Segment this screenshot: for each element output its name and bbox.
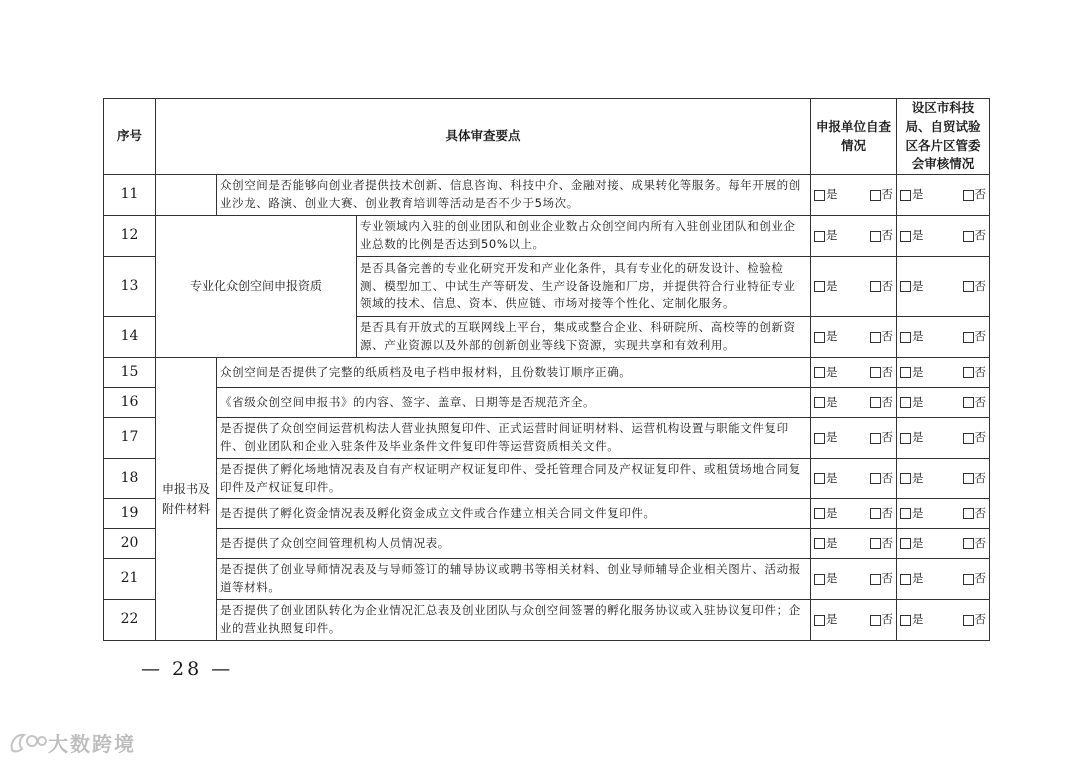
checkbox-label: 否	[881, 394, 894, 409]
checkbox-icon	[870, 615, 881, 626]
self-check-cell	[811, 388, 897, 418]
self-check-cell	[811, 600, 897, 641]
checkbox-no[interactable]	[963, 470, 987, 488]
review-check-cell	[897, 216, 990, 257]
checkbox-label: 是	[826, 470, 838, 485]
checkbox-icon	[814, 231, 825, 242]
checkbox-no[interactable]	[963, 394, 987, 412]
checkbox-no[interactable]	[963, 364, 987, 382]
checkbox-icon	[963, 332, 974, 343]
checkbox-icon	[900, 281, 911, 292]
header-seq: 序号	[104, 99, 156, 175]
checkbox-yes[interactable]	[814, 505, 838, 523]
checkbox-label: 是	[912, 364, 924, 379]
row-number: 14	[104, 317, 156, 358]
checkbox-label: 是	[912, 571, 924, 586]
checkbox-no[interactable]	[870, 505, 894, 523]
checkbox-icon	[814, 508, 825, 519]
checkbox-yes[interactable]	[900, 505, 924, 523]
checkbox-yes[interactable]	[900, 227, 924, 245]
review-check-cell	[897, 499, 990, 529]
category-specialized: 专业化众创空间申报资质	[156, 216, 357, 358]
self-check-cell	[811, 358, 897, 388]
checkbox-icon	[870, 281, 881, 292]
review-check-cell	[897, 388, 990, 418]
checkbox-label: 否	[974, 505, 987, 520]
checkbox-yes[interactable]	[814, 535, 838, 553]
checkbox-yes[interactable]	[900, 611, 924, 629]
checkbox-label: 是	[912, 228, 924, 243]
checkbox-no[interactable]	[870, 470, 894, 488]
review-check-cell	[897, 418, 990, 459]
row-text: 是否具备完善的专业化研究开发和产业化条件，具有专业化的研发设计、检验检测、模型加工、中试生产等研发、生产设备设施和厂房，并提供符合行业特征专业领域的技术、信息、资本、供应链、市场对接等个性化、定制化服务。	[357, 257, 811, 317]
checkbox-label: 否	[974, 535, 987, 550]
row-text: 是否提供了众创空间管理机构人员情况表。	[217, 529, 811, 559]
checkbox-yes[interactable]	[900, 535, 924, 553]
checkbox-yes[interactable]	[900, 328, 924, 346]
row-text: 是否提供了创业团队转化为企业情况汇总表及创业团队与众创空间签署的孵化服务协议或入驻协议复印件；企业的营业执照复印件。	[217, 600, 811, 641]
checkbox-icon	[900, 190, 911, 201]
checkbox-label: 是	[826, 187, 838, 202]
checkbox-label: 否	[881, 364, 894, 379]
checkbox-icon	[963, 231, 974, 242]
checkbox-icon	[900, 538, 911, 549]
review-check-cell	[897, 559, 990, 600]
checkbox-icon	[900, 332, 911, 343]
checkbox-label: 否	[974, 612, 987, 627]
review-check-cell	[897, 175, 990, 216]
checkbox-icon	[814, 190, 825, 201]
review-check-cell	[897, 459, 990, 499]
checkbox-label: 否	[974, 187, 987, 202]
row-number: 12	[104, 216, 156, 257]
category-cell-empty	[156, 175, 217, 216]
row-text: 是否具有开放式的互联网线上平台，集成或整合企业、科研院所、高校等的创新资源、产业资源以及外部的创新创业等线下资源，实现共享和有效利用。	[357, 317, 811, 358]
row-text: 是否提供了孵化资金情况表及孵化资金成立文件或合作建立相关合同文件复印件。	[217, 499, 811, 529]
self-check-cell	[811, 418, 897, 459]
table-row	[104, 459, 990, 499]
self-check-cell	[811, 175, 897, 216]
row-text: 专业领域内入驻的创业团队和创业企业数占众创空间内所有入驻创业团队和创业企业总数的比例是否达到50%以上。	[357, 216, 811, 257]
page-number: — 28 —	[141, 658, 234, 680]
checkbox-no[interactable]	[870, 227, 894, 245]
checkbox-yes[interactable]	[900, 429, 924, 447]
checkbox-icon	[900, 367, 911, 378]
row-number: 17	[104, 418, 156, 459]
checkbox-yes[interactable]	[900, 394, 924, 412]
checkbox-icon	[900, 574, 911, 585]
checkbox-icon	[900, 397, 911, 408]
checkbox-icon	[870, 473, 881, 484]
checkbox-icon	[814, 538, 825, 549]
checkbox-yes[interactable]	[900, 364, 924, 382]
row-text: 众创空间是否提供了完整的纸质档及电子档申报材料，且份数装订顺序正确。	[217, 358, 811, 388]
checkbox-icon	[814, 281, 825, 292]
checkbox-icon	[814, 473, 825, 484]
checkbox-icon	[870, 332, 881, 343]
checkbox-icon	[963, 397, 974, 408]
row-number: 21	[104, 559, 156, 600]
checkbox-no[interactable]	[963, 611, 987, 629]
review-check-cell	[897, 600, 990, 641]
review-check-cell	[897, 358, 990, 388]
checkbox-yes[interactable]	[900, 570, 924, 588]
checkbox-no[interactable]	[870, 611, 894, 629]
row-number: 13	[104, 257, 156, 317]
checkbox-no[interactable]	[963, 570, 987, 588]
checkbox-no[interactable]	[870, 186, 894, 204]
checkbox-label: 否	[881, 278, 894, 293]
checkbox-yes[interactable]	[814, 278, 838, 296]
category-materials: 申报书及附件材料	[156, 358, 217, 641]
checkbox-icon	[900, 231, 911, 242]
row-number: 20	[104, 529, 156, 559]
checkbox-icon	[814, 433, 825, 444]
row-number: 15	[104, 358, 156, 388]
checkbox-icon	[963, 615, 974, 626]
checkbox-icon	[870, 538, 881, 549]
self-check-cell	[811, 459, 897, 499]
checkbox-label: 是	[912, 278, 924, 293]
checkbox-no[interactable]	[963, 328, 987, 346]
checkbox-label: 否	[881, 470, 894, 485]
checkbox-no[interactable]	[963, 429, 987, 447]
self-check-cell	[811, 499, 897, 529]
checkbox-label: 是	[826, 364, 838, 379]
checkbox-label: 否	[881, 535, 894, 550]
checkbox-icon	[900, 508, 911, 519]
checkbox-label: 是	[826, 505, 838, 520]
checkbox-label: 是	[826, 278, 838, 293]
checkbox-no[interactable]	[963, 505, 987, 523]
row-text: 是否提供了孵化场地情况表及自有产权证明产权证复印件、受托管理合同及产权证复印件、或租赁场地合同复印件及产权证复印件。	[217, 459, 811, 499]
checkbox-label: 是	[912, 505, 924, 520]
checkbox-label: 否	[881, 571, 894, 586]
checkbox-no[interactable]	[963, 278, 987, 296]
self-check-cell	[811, 317, 897, 358]
checkbox-label: 否	[881, 612, 894, 627]
checkbox-yes[interactable]	[900, 186, 924, 204]
table-row	[104, 600, 990, 641]
checkbox-icon	[814, 574, 825, 585]
table-row	[104, 559, 990, 600]
checkbox-yes[interactable]	[814, 394, 838, 412]
self-check-cell	[811, 529, 897, 559]
checkbox-label: 否	[974, 394, 987, 409]
checkbox-label: 是	[912, 612, 924, 627]
checkbox-label: 否	[974, 278, 987, 293]
row-number: 11	[104, 175, 156, 216]
checkbox-yes[interactable]	[900, 278, 924, 296]
checkbox-label: 否	[881, 430, 894, 445]
header-item: 具体审查要点	[156, 99, 811, 175]
checkbox-yes[interactable]	[814, 186, 838, 204]
checkbox-label: 否	[881, 228, 894, 243]
checkbox-icon	[870, 231, 881, 242]
checkbox-label: 是	[912, 430, 924, 445]
checkbox-yes[interactable]	[814, 611, 838, 629]
checkbox-yes[interactable]	[814, 429, 838, 447]
checkbox-no[interactable]	[870, 429, 894, 447]
checkbox-no[interactable]	[870, 570, 894, 588]
row-text: 《省级众创空间申报书》的内容、签字、盖章、日期等是否规范齐全。	[217, 388, 811, 418]
checkbox-icon	[814, 397, 825, 408]
checkbox-yes[interactable]	[814, 470, 838, 488]
checkbox-label: 否	[881, 187, 894, 202]
table-row	[104, 529, 990, 559]
table-row	[104, 216, 990, 257]
row-text: 是否提供了众创空间运营机构法人营业执照复印件、正式运营时间证明材料、运营机构设置与职能文件复印件、创业团队和企业入驻条件及毕业条件文件复印件等运营资质相关文件。	[217, 418, 811, 459]
row-text: 是否提供了创业导师情况表及与导师签订的辅导协议或聘书等相关材料、创业导师辅导企业相关图片、活动报道等材料。	[217, 559, 811, 600]
checkbox-icon	[870, 574, 881, 585]
checkbox-icon	[814, 615, 825, 626]
row-number: 18	[104, 459, 156, 499]
checkbox-no[interactable]	[963, 227, 987, 245]
row-number: 16	[104, 388, 156, 418]
checkbox-icon	[963, 281, 974, 292]
checkbox-icon	[814, 367, 825, 378]
row-text: 众创空间是否能够向创业者提供技术创新、信息咨询、科技中介、金融对接、成果转化等服务。每年开展的创业沙龙、路演、创业大赛、创业教育培训等活动是否不少于5场次。	[217, 175, 811, 216]
checkbox-icon	[900, 615, 911, 626]
watermark-logo-icon	[8, 730, 48, 756]
row-number: 22	[104, 600, 156, 641]
checkbox-label: 否	[881, 505, 894, 520]
checkbox-no[interactable]	[963, 186, 987, 204]
row-number: 19	[104, 499, 156, 529]
checkbox-label: 是	[826, 329, 838, 344]
self-check-cell	[811, 559, 897, 600]
review-table	[103, 98, 990, 641]
self-check-cell	[811, 257, 897, 317]
checkbox-no[interactable]	[870, 278, 894, 296]
self-check-cell	[811, 216, 897, 257]
table-row	[104, 418, 990, 459]
header-self-check: 申报单位自查情况	[811, 99, 897, 175]
checkbox-label: 否	[881, 329, 894, 344]
checkbox-no[interactable]	[870, 328, 894, 346]
checkbox-label: 否	[974, 228, 987, 243]
checkbox-icon	[963, 538, 974, 549]
checkbox-yes[interactable]	[814, 570, 838, 588]
review-check-cell	[897, 257, 990, 317]
watermark	[8, 728, 136, 757]
header-review: 设区市科技局、自贸试验区各片区管委会审核情况	[897, 99, 990, 175]
checkbox-label: 是	[912, 470, 924, 485]
checkbox-no[interactable]	[963, 535, 987, 553]
checkbox-icon	[963, 190, 974, 201]
checkbox-label: 是	[826, 394, 838, 409]
checkbox-label: 是	[912, 394, 924, 409]
checkbox-label: 是	[826, 571, 838, 586]
table-row	[104, 358, 990, 388]
checkbox-icon	[963, 574, 974, 585]
checkbox-icon	[963, 508, 974, 519]
review-check-cell	[897, 317, 990, 358]
checkbox-icon	[870, 190, 881, 201]
checkbox-label: 是	[912, 187, 924, 202]
checkbox-yes[interactable]	[814, 227, 838, 245]
checkbox-no[interactable]	[870, 535, 894, 553]
checkbox-icon	[963, 433, 974, 444]
checkbox-icon	[870, 367, 881, 378]
checkbox-icon	[900, 433, 911, 444]
checkbox-label: 否	[974, 364, 987, 379]
review-check-cell	[897, 529, 990, 559]
checkbox-icon	[963, 473, 974, 484]
watermark-text: 大数跨境	[48, 732, 136, 756]
checkbox-no[interactable]	[870, 364, 894, 382]
checkbox-label: 否	[974, 470, 987, 485]
table-row	[104, 499, 990, 529]
header-row	[104, 99, 990, 175]
checkbox-icon	[900, 473, 911, 484]
checkbox-label: 否	[974, 571, 987, 586]
checkbox-icon	[870, 433, 881, 444]
checkbox-icon	[870, 397, 881, 408]
checkbox-label: 是	[826, 612, 838, 627]
checkbox-label: 是	[826, 430, 838, 445]
checkbox-yes[interactable]	[814, 364, 838, 382]
checkbox-yes[interactable]	[814, 328, 838, 346]
table-row	[104, 388, 990, 418]
checkbox-yes[interactable]	[900, 470, 924, 488]
table-row	[104, 175, 990, 216]
checkbox-icon	[814, 332, 825, 343]
checkbox-label: 否	[974, 329, 987, 344]
checkbox-label: 否	[974, 430, 987, 445]
checkbox-label: 是	[826, 535, 838, 550]
checkbox-icon	[963, 367, 974, 378]
checkbox-label: 是	[826, 228, 838, 243]
checkbox-no[interactable]	[870, 394, 894, 412]
checkbox-label: 是	[912, 535, 924, 550]
checkbox-label: 是	[912, 329, 924, 344]
checkbox-icon	[870, 508, 881, 519]
